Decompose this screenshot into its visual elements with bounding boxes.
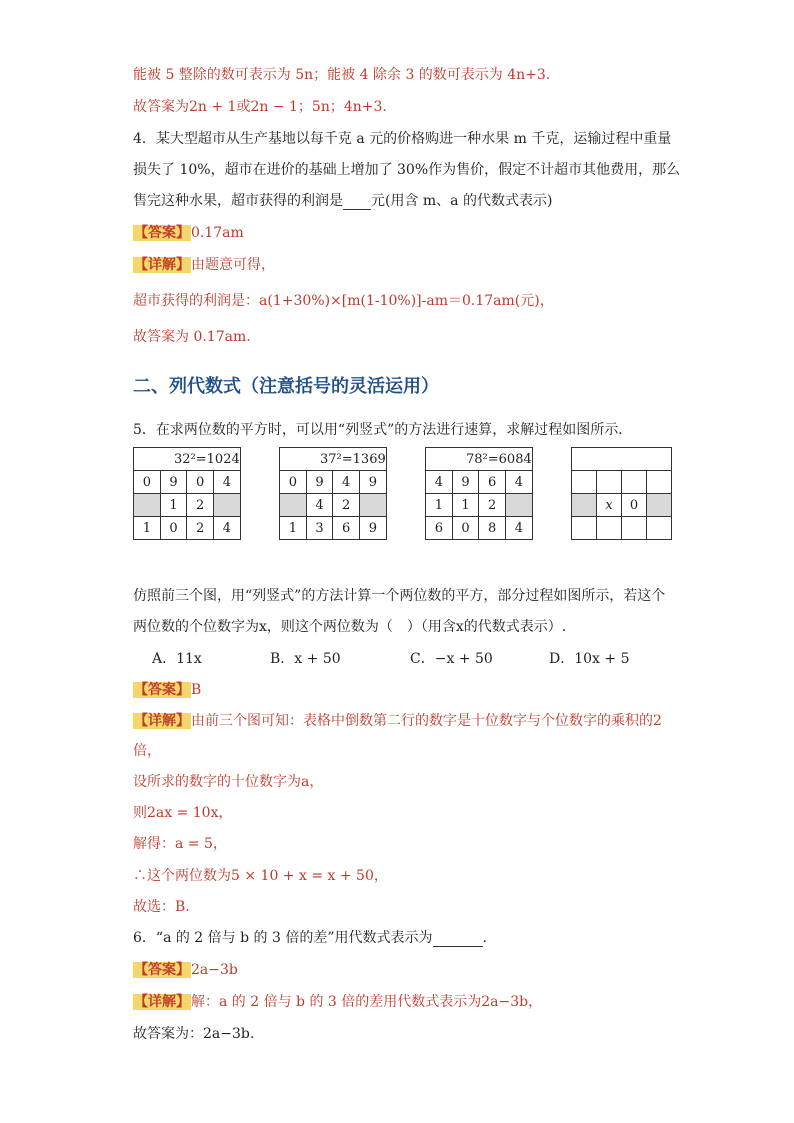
option-d: D．10x + 5 [549,651,630,667]
table-cell [597,471,622,494]
q6-stem-b: . [482,930,487,946]
table-cell: 0 [280,471,307,494]
q5-detail-7: 故选：B. [133,899,190,915]
square-table-1 [133,447,241,540]
table-cell: 6 [333,517,360,540]
q5-answer [133,681,201,699]
table-cell: 4 [333,471,360,494]
table-cell: 1 [452,494,479,517]
table-cell [622,517,647,540]
q5-answer-value: B [191,682,202,698]
table-cell [360,494,387,517]
table-cell: 9 [360,471,387,494]
q5-detail-2: 倍， [133,743,161,759]
q4-stem-3b: 元(用含 m、a 的代数式表示) [371,193,553,209]
q4-detail-2: 超市获得的利润是：a(1+30%)×[m(1-10%)]-am＝0.17am(元)， [133,293,554,309]
table-cell [214,494,241,517]
answer-tag: 【答案】 [134,225,190,241]
table-cell: x [597,494,622,517]
q6-conclusion: 故答案为：2a−3b. [133,1026,255,1042]
table-cell [647,494,672,517]
q4-stem-3a: 售完这种水果，超市获得的利润是 [133,193,343,209]
table-cell [506,494,533,517]
table-cell: 6 [479,471,506,494]
q4-detail-1 [133,256,275,274]
prev-line-1: 能被 5 整除的数可表示为 5n；能被 4 除余 3 的数可表示为 4n+3. [133,67,551,83]
table-cell: 2 [333,494,360,517]
q5-detail-6: ∴这个两位数为5 × 10 + x = x + 50， [133,868,388,884]
table-cell: 0 [622,494,647,517]
q5-text-2: 两位数的个位数字为x，则这个两位数为（ ）（用含x的代数式表示）. [133,619,567,635]
q4-conclusion: 故答案为 0.17am. [133,329,251,345]
table-cell: 4 [214,517,241,540]
q4-answer-value: 0.17am [191,225,244,241]
q4-detail-text: 由题意可得， [191,257,275,273]
table-cell [647,471,672,494]
q4-stem-1: 4．某大型超市从生产基地以每千克 a 元的价格购进一种水果 m 千克，运输过程中重量 [133,131,672,147]
table-cell: 9 [360,517,387,540]
table-cell: 1 [280,517,307,540]
table-cell [572,471,597,494]
table-cell: 4 [426,471,453,494]
table-cell [597,517,622,540]
q6-stem [133,929,487,947]
q5-detail-5: 解得：a = 5， [133,836,227,852]
q6-stem-a: 6．“a 的 2 倍与 b 的 3 倍的差”用代数式表示为 [133,930,433,946]
table-cell: 6 [426,517,453,540]
q6-answer [133,961,238,979]
table-cell: 4 [506,471,533,494]
q6-detail-1 [133,993,542,1011]
q5-detail-text: 由前三个图可知：表格中倒数第二行的数字是十位数字与个位数字的乘积的2 [191,713,662,729]
table-cell: 0 [160,517,187,540]
table-cell: 1 [134,517,161,540]
detail-tag: 【详解】 [134,257,190,273]
table-cell: 4 [214,471,241,494]
table-cell [622,471,647,494]
table-header: 78²=6084 [426,448,533,471]
answer-tag: 【答案】 [134,682,190,698]
detail-tag: 【详解】 [134,994,190,1010]
table-cell: 3 [306,517,333,540]
q4-stem-2: 损失了 10%，超市在进价的基础上增加了 30%作为售价，假定不计超市其他费用，那么 [133,162,681,178]
option-b: B．x + 50 [270,651,341,667]
table-cell: 2 [479,494,506,517]
q5-text-1: 仿照前三个图，用“列竖式”的方法计算一个两位数的平方，部分过程如图所示，若这个 [133,588,666,604]
table-cell: 1 [160,494,187,517]
table-cell: 9 [306,471,333,494]
table-cell [647,517,672,540]
table-cell [134,494,161,517]
option-c: C．−x + 50 [410,651,493,667]
table-cell: 0 [187,471,214,494]
q5-detail-3: 设所求的数字的十位数字为a， [133,774,324,790]
table-cell: 4 [506,517,533,540]
answer-tag: 【答案】 [134,962,190,978]
table-cell: 4 [306,494,333,517]
table-header: 37²=1369 [280,448,387,471]
table-cell: 0 [452,517,479,540]
prev-line-2: 故答案为2n + 1或2n − 1；5n；4n+3. [133,99,387,115]
q6-answer-blank [433,932,483,947]
table-cell: 1 [426,494,453,517]
q5-detail-4: 则2ax = 10x， [133,805,233,821]
option-a: A．11x [152,651,202,667]
q4-answer-blank [343,195,371,210]
q6-detail-text: 解：a 的 2 倍与 b 的 3 倍的差用代数式表示为2a−3b， [191,994,543,1010]
table-header: 32²=1024 [134,448,241,471]
table-cell: 9 [452,471,479,494]
square-table-3 [425,447,533,540]
square-table-2 [279,447,387,540]
table-header [572,448,672,471]
table-cell: 2 [187,494,214,517]
table-cell: 0 [134,471,161,494]
table-cell [572,517,597,540]
q5-stem: 5．在求两位数的平方时，可以用“列竖式”的方法进行速算，求解过程如图所示． [133,422,633,438]
table-cell: 9 [160,471,187,494]
table-cell: 8 [479,517,506,540]
q4-stem-3 [133,192,552,210]
detail-tag: 【详解】 [134,713,190,729]
q6-answer-value: 2a−3b [191,962,238,978]
section-title: 二、列代数式（注意括号的灵活运用） [133,376,439,397]
q4-answer [133,224,244,242]
q5-detail-1 [133,712,662,730]
table-cell: 2 [187,517,214,540]
table-cell [280,494,307,517]
table-cell [572,494,597,517]
square-table-4 [571,447,672,540]
